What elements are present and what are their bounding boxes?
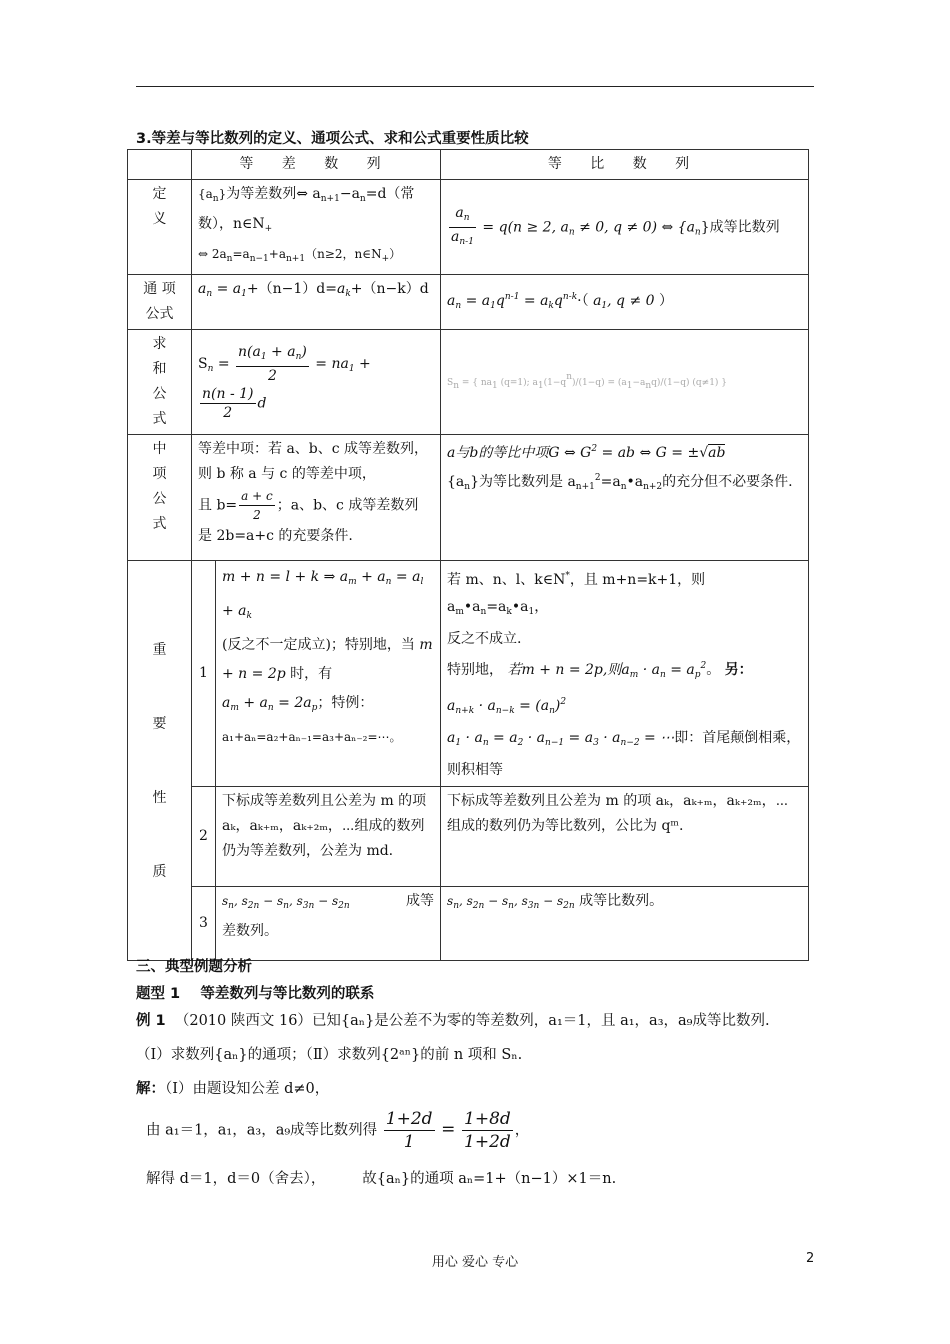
text: +（n−k）d <box>350 281 429 297</box>
label-line: 通 项 <box>143 281 176 297</box>
text: 为等差数列 <box>226 186 297 202</box>
label-char: 和 <box>152 361 167 377</box>
fraction <box>462 1108 513 1153</box>
label-char: 求 <box>152 336 167 352</box>
prop-num-2: 2 <box>192 787 216 887</box>
text: +（n−1）d= <box>246 281 337 297</box>
label-char: 中 <box>152 441 167 457</box>
text: 成等 <box>406 893 435 909</box>
label-char: 项 <box>152 466 167 482</box>
text: （2010 陕西文 16） <box>174 1013 312 1029</box>
text: 等差中项：若 a、b、c 成等差数列，则 b 称 a 与 c 的等差中项， <box>198 441 429 482</box>
prop3-geo: $s_n$, $s_{2n} - s_n$, $s_{3n} - s_{2n}$ 成等比数列。 <box>441 887 809 961</box>
text: 且 b= <box>198 497 238 514</box>
text: (n ≥ 2, a <box>507 219 569 235</box>
label-char: 重 <box>152 641 167 658</box>
fraction: $\frac{n(n - 1)}{2}$ <box>202 385 254 421</box>
label-properties <box>128 561 192 961</box>
sum-geo-formula: $S_n$ = { $na_1$ (q=1); $a_1(1-q^n)/(1-q) = (a_1-a_nq)/(1-q)$ (q≠1) } <box>447 372 728 391</box>
label-char: 公 <box>152 491 167 507</box>
text: 解： <box>136 1081 165 1097</box>
text: 1+2d <box>385 1109 433 1129</box>
footer-text: 用心 爱心 专心 <box>431 1255 519 1270</box>
text: 等差数列与等比数列的联系 <box>200 986 375 1002</box>
text: 反之不成立. <box>447 631 522 647</box>
prop1-arith: m + n = l + k ⇒ $a_m + a_n = a_l + a_k$ (反之不一定成立)；特别地，当 m + n = 2p 时，有 $a_m + a_n = 2a_p$；特例： a₁+aₙ=a₂+aₙ₋₁=a₃+aₙ₋₂=⋯。 <box>216 561 441 787</box>
label-char: 性 <box>152 789 167 806</box>
corner-cell <box>128 150 192 180</box>
text: 1+8d <box>464 1109 511 1129</box>
fraction: $\frac{a + c}{2}$ <box>241 489 273 522</box>
label-definition <box>128 180 192 275</box>
text: 故{aₙ}的通项 aₙ=1+（n−1）×1＝n. <box>362 1171 617 1187</box>
header-arith: 等 差 数 列 <box>192 150 441 180</box>
text: 解得 d＝1，d＝0（舍去）， <box>146 1171 326 1187</box>
text: 时，有 <box>290 666 333 682</box>
text: a₁+aₙ=a₂+aₙ₋₁=a₃+aₙ₋₂=⋯。 <box>222 730 402 744</box>
label-line: 公式 <box>145 306 174 322</box>
text: ；a、b、c 成等差数列 <box>276 497 419 514</box>
text: 成等比数列。 <box>579 893 664 909</box>
text: 例 1 <box>136 1013 166 1029</box>
fraction: $\frac{n(a_1 + a_n)}{2}$ <box>238 343 307 384</box>
text: 特别地， <box>447 662 504 678</box>
text: 若 m、n、l、k∈N <box>447 572 566 588</box>
text: S <box>198 355 208 372</box>
example-1-questions: （Ⅰ）求数列{aₙ}的通项；（Ⅱ）求数列{2ᵃⁿ}的前 n 项和 Sₙ. <box>136 1047 523 1063</box>
text: ·（ <box>577 293 589 309</box>
label-char: 公 <box>152 386 167 402</box>
text: }成等比数列 <box>700 219 780 235</box>
term-arith: $a_n = a_1+(n-1)d=a_k+(n-k)d$ <box>192 275 441 330</box>
label-char: 义 <box>152 211 167 227</box>
text: 由 a₁＝1，a₁，a₃，a₉成等比数列得 <box>146 1122 378 1139</box>
text: ，且 m+n=k+1，则 a <box>447 572 706 615</box>
text: ；特例： <box>317 695 374 711</box>
comparison-table <box>127 149 809 961</box>
fraction <box>384 1108 435 1153</box>
text: 1+2d <box>464 1132 511 1152</box>
term-geo: $a_n = a_1q^{n-1} = a_kq^{n-k}\cdot$（ $a_1$, q ≠ 0 ） <box>441 275 809 330</box>
text: 为等比数列是 a <box>479 474 576 490</box>
solution-line-2: 由 a₁＝1，a₁，a₃，a₉成等比数列得 $\frac{1+2d}{1}$ = $\frac{1+8d}{1+2d}$ ， <box>146 1109 530 1152</box>
text: （n≥2，n∈N <box>305 247 382 261</box>
text: d <box>257 395 267 411</box>
label-middle-term <box>128 435 192 561</box>
text: 差数列。 <box>222 923 278 939</box>
section-title: 3.等差与等比数列的定义、通项公式、求和公式重要性质比较 <box>136 131 529 147</box>
prop2-geo: 下标成等差数列且公差为 m 的项 aₖ，aₖ₊ₘ，aₖ₊₂ₘ，⋯组成的数列仍为等比数列，公比为 qᵐ. <box>441 787 809 887</box>
sum-geo <box>441 330 809 435</box>
page-number: 2 <box>806 1251 815 1266</box>
text: 另： <box>724 662 753 678</box>
text: 的充分但不必要条件. <box>662 474 793 490</box>
text: 是 2b=a+c 的充要条件. <box>198 528 353 544</box>
def-arith: $\{a_n\}$为等差数列⇔ $a_{n+1}-a_n=d$（常数），$n\in N_+$ ⇔ $2a_n=a_{n-1}+a_{n+1}(n\ge 2$，$n\in N_+$） <box>192 180 441 275</box>
header-geo: 等 比 数 列 <box>441 150 809 180</box>
fraction: $\frac{a_n}{a_{n-1}}$ <box>451 204 474 247</box>
heading-examples: 三、典型例题分析 <box>136 959 252 975</box>
text: （Ⅰ）由题设知公差 d≠0， <box>165 1081 330 1097</box>
text: =a <box>486 599 507 615</box>
type-heading <box>136 982 374 1003</box>
text: 即：首尾颠倒相乘，则积相等 <box>447 730 801 778</box>
label-char: 式 <box>152 411 167 427</box>
def-geo: $\frac{a_n}{a_{n-1}}$ = q(n ≥ 2, $a_n \ne 0$, q ≠ 0) ⇔ $\{a_n\}$成等比数列 <box>441 180 809 275</box>
text: 1 <box>403 1132 415 1152</box>
text: =d（常数），n∈N <box>198 186 415 232</box>
text: a与b的等比中项G ⇔ G <box>447 445 592 461</box>
text: (反之不一定成立)；特别地，当 <box>222 637 415 653</box>
text: 若m + n = 2p,则a <box>507 662 630 678</box>
label-char: 质 <box>152 863 167 880</box>
text: ≠ 0, q ≠ 0) ⇔ {a <box>574 219 695 235</box>
prop-num-3: 3 <box>192 887 216 961</box>
example-1 <box>136 1009 770 1030</box>
solution-line-3 <box>146 1167 616 1188</box>
mid-arith <box>192 435 441 561</box>
prop-num-1: 1 <box>192 561 216 787</box>
text: 已知{aₙ}是公差不为零的等差数列，a₁＝1，且 a₁，a₃，a₉成等比数列. <box>311 1013 770 1029</box>
prop1-geo: 若 m、n、l、k∈N*，且 m+n=k+1，则 $a_m•a_n=a_k•a_1$， 反之不成立. 特别地， 若m + n = 2p,则$a_m \cdot a_n = a_p^2$。 另： $a_{n+k} \cdot a_{n-k} = (a_n)^2$ $a_1 \cdot a_n = a_2 \cdot a_{n-1} = a_3 \cdot a_{n-2}$ = ⋯即：首尾颠倒相乘，则积相等 <box>441 561 809 787</box>
label-char: 式 <box>152 516 167 532</box>
prop3-arith: $s_n$, $s_{2n} - s_n$, $s_{3n} - s_{2n}$ 成等 差数列。 <box>216 887 441 961</box>
header-rule <box>136 86 814 87</box>
sum-arith: $S_n$ = $\frac{n(a_1 + a_n)}{2}$ = $na_1$ + $\frac{n(n - 1)}{2}$ d <box>192 330 441 435</box>
label-char: 定 <box>152 186 167 202</box>
label-sum <box>128 330 192 435</box>
text: = ab ⇔ G = ± <box>597 445 700 461</box>
text: ） <box>389 247 402 261</box>
solution-line-1 <box>136 1077 329 1098</box>
mid-geo: a与b的等比中项G ⇔ $G^2$ = ab ⇔ G = ±√ab $\{a_n\}$为等比数列是 $a_{n+1}^2=a_n•a_{n+2}$的充分但不必要条件. <box>441 435 809 561</box>
label-general-term <box>128 275 192 330</box>
text: 题型 1 <box>136 986 181 1002</box>
text: •a <box>626 474 644 490</box>
label-char: 要 <box>152 715 167 732</box>
prop2-arith: 下标成等差数列且公差为 m 的项 aₖ，aₖ₊ₘ，aₖ₊₂ₘ，⋯组成的数列仍为等差数列，公差为 md. <box>216 787 441 887</box>
text: =a <box>600 474 621 490</box>
